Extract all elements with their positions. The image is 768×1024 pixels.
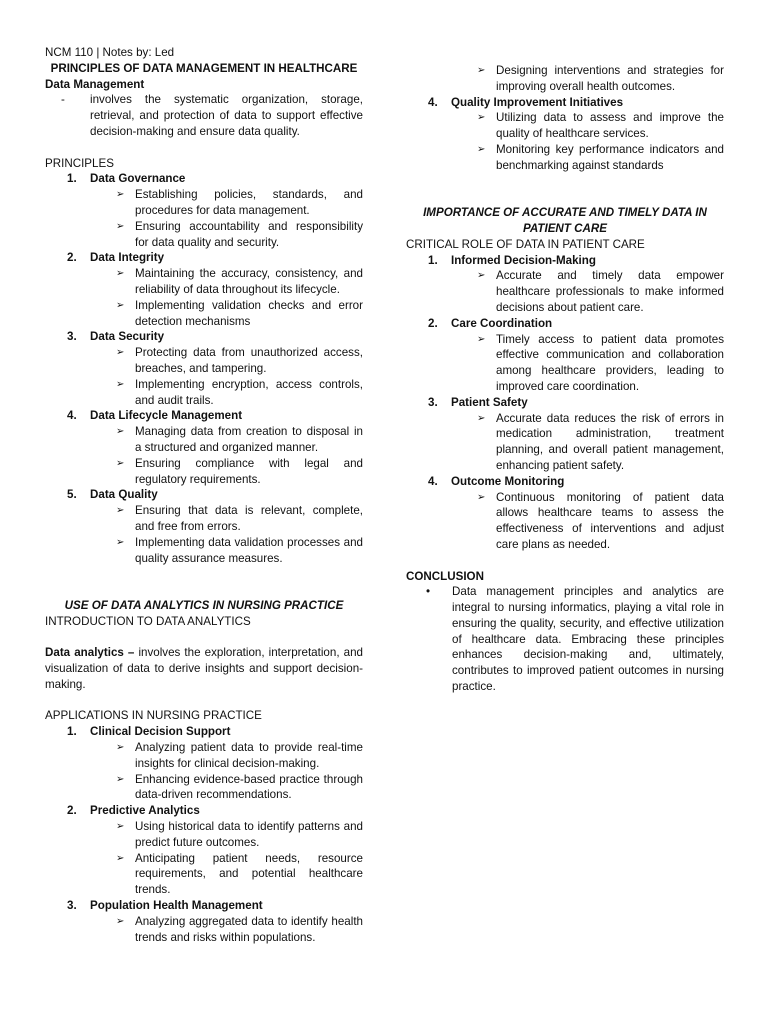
item-title: Care Coordination [451, 316, 553, 330]
bullet-item [116, 819, 363, 851]
arrow-bullet-icon: ➢ [116, 189, 125, 201]
bullet-item [477, 110, 724, 142]
data-analytics-term: Data analytics – [45, 646, 135, 660]
item-title: Data Governance [90, 172, 186, 186]
bullet-item [116, 772, 363, 804]
arrow-bullet-icon: ➢ [477, 333, 486, 345]
bullet-text: Analyzing patient data to provide real-time insights for clinical decision-making. [135, 741, 363, 770]
bullet-item [116, 219, 363, 251]
bullet-text: Anticipating patient needs, resource requirements, and potential healthcare trends. [135, 851, 363, 897]
bullet-text: Protecting data from unauthorized access, breaches, and tampering. [135, 346, 363, 375]
item-title: Data Integrity [90, 251, 165, 265]
item-number: 3. [67, 330, 77, 344]
bullet-item [477, 332, 724, 395]
bullet-text: Accurate data reduces the risk of errors in medication administration, treatment planning, and overall patient management, enhancing patient safety. [496, 411, 724, 472]
item-number: 4. [67, 409, 77, 423]
numbered-heading [428, 395, 724, 411]
bullet-text: Accurate and timely data empower healthcare professionals to make informed decisions about patient care. [496, 269, 724, 314]
numbered-heading [67, 250, 363, 266]
item-number: 2. [428, 316, 438, 330]
bullet-text: Implementing validation checks and error detection mechanisms [135, 298, 363, 328]
left-column [45, 45, 363, 945]
arrow-bullet-icon: ➢ [116, 773, 125, 785]
intro-label: INTRODUCTION TO DATA ANALYTICS [45, 614, 251, 628]
bullet-item [116, 503, 363, 535]
arrow-bullet-icon: ➢ [116, 852, 125, 864]
item-title: Outcome Monitoring [451, 474, 565, 488]
bullet-text: Using historical data to identify patterns and predict future outcomes. [135, 820, 363, 849]
bullet-item: ➢ Designing interventions and strategies for improving overall health outcomes. [477, 64, 724, 93]
bullet-text: Establishing policies, standards, and procedures for data management. [135, 188, 363, 217]
arrow-bullet-icon: ➢ [116, 505, 125, 517]
arrow-bullet-icon: ➢ [116, 220, 125, 232]
arrow-bullet-icon: ➢ [116, 536, 125, 548]
bullet-item [116, 535, 363, 567]
item-title: Predictive Analytics [90, 804, 200, 818]
main-title: PRINCIPLES OF DATA MANAGEMENT IN HEALTHCARE [50, 61, 358, 75]
bullet-item [477, 268, 724, 315]
numbered-heading [67, 408, 363, 424]
bullet-item [477, 142, 724, 174]
item-title: Data Lifecycle Management [90, 409, 243, 423]
data-analytics-definition: Data analytics – involves the exploration, interpretation, and visualization of data to derive insights and support decision-making. [45, 646, 363, 691]
bullet-item [116, 345, 363, 377]
bullet-item [477, 490, 724, 553]
item-number: 5. [67, 488, 77, 502]
arrow-bullet-icon: ➢ [116, 268, 125, 280]
arrow-bullet-icon: ➢ [477, 112, 486, 124]
quality-improvement-list [406, 95, 724, 174]
item-number: 2. [67, 251, 77, 265]
item-title: Clinical Decision Support [90, 725, 231, 739]
item-title: Data Quality [90, 488, 158, 502]
item-number: 3. [428, 395, 438, 409]
item-title: Population Health Management [90, 899, 263, 913]
item-title: Informed Decision-Making [451, 253, 596, 267]
importance-title: IMPORTANCE OF ACCURATE AND TIMELY DATA IN PATIENT CARE [423, 206, 707, 235]
bullet-item [116, 377, 363, 409]
arrow-bullet-icon: ➢ [477, 143, 486, 155]
arrow-bullet-icon: ➢ [116, 347, 125, 359]
roles-list [406, 253, 724, 553]
bullet-text: Maintaining the accuracy, consistency, and reliability of data throughout its lifecycle. [135, 267, 363, 296]
numbered-heading [428, 316, 724, 332]
item-number: 4. [428, 474, 438, 488]
bullet-item [116, 424, 363, 456]
bullet-item [116, 740, 363, 772]
arrow-bullet-icon: ➢ [477, 491, 486, 503]
bullet-text: Ensuring compliance with legal and regulatory requirements. [135, 456, 363, 486]
data-management-heading: Data Management [45, 77, 145, 91]
arrow-bullet-icon: ➢ [116, 299, 125, 311]
item-number: 1. [67, 725, 77, 739]
numbered-heading [428, 474, 724, 490]
bullet-item [116, 456, 363, 488]
bullet-item [116, 851, 363, 898]
arrow-bullet-icon: ➢ [116, 821, 125, 833]
bullet-text: Utilizing data to assess and improve the quality of healthcare services. [496, 111, 724, 141]
principles-list [45, 171, 363, 566]
bullet-text: Timely access to patient data promotes effective communication and collaboration among healthcare providers, leading to improved care coordination. [496, 332, 724, 393]
arrow-bullet-icon: ➢ [116, 378, 125, 390]
bullet-text: Continuous monitoring of patient data allows healthcare teams to assess the effectiveness of interventions and adjust care plans as needed. [496, 490, 724, 551]
applications-label: APPLICATIONS IN NURSING PRACTICE [45, 709, 262, 723]
bullet-item [116, 914, 363, 946]
item-number: 2. [67, 804, 77, 818]
numbered-heading [67, 724, 363, 740]
critical-role-label: CRITICAL ROLE OF DATA IN PATIENT CARE [406, 237, 645, 251]
arrow-bullet-icon: ➢ [477, 270, 486, 282]
conclusion-label: CONCLUSION [406, 569, 484, 583]
bullet-text: Analyzing aggregated data to identify health trends and risks within populations. [135, 914, 363, 944]
arrow-bullet-icon: ➢ [477, 65, 486, 76]
arrow-bullet-icon: ➢ [477, 412, 486, 424]
item-title: Quality Improvement Initiatives [451, 95, 624, 109]
numbered-heading [67, 329, 363, 345]
arrow-bullet-icon: ➢ [116, 742, 125, 754]
numbered-heading [67, 803, 363, 819]
item-title: Patient Safety [451, 395, 528, 409]
item-title: Data Security [90, 330, 165, 344]
numbered-heading [67, 171, 363, 187]
numbered-heading [428, 253, 724, 269]
arrow-bullet-icon: ➢ [116, 457, 125, 469]
bullet-text: Enhancing evidence-based practice through data-driven recommendations. [135, 772, 363, 802]
bullet-item [116, 187, 363, 219]
applications-list [45, 724, 363, 945]
bullet-text: Ensuring accountability and responsibility for data quality and security. [135, 219, 363, 249]
bullet-text: Implementing data validation processes and quality assurance measures. [135, 535, 363, 565]
bullet-item [116, 266, 363, 298]
right-column [406, 63, 724, 695]
bullet-text: Monitoring key performance indicators and benchmarking against standards [496, 142, 724, 172]
numbered-heading [67, 898, 363, 914]
item-number: 1. [67, 172, 77, 186]
item-number: 4. [428, 95, 438, 109]
bullet-text: Implementing encryption, access controls, and audit trails. [135, 377, 363, 407]
bullet-dot-icon: • [426, 585, 431, 599]
item-number: 1. [428, 253, 438, 267]
page-header: NCM 110 | Notes by: Led [45, 46, 175, 59]
arrow-bullet-icon: ➢ [116, 426, 125, 438]
numbered-heading [67, 487, 363, 503]
analytics-title: USE OF DATA ANALYTICS IN NURSING PRACTICE [64, 598, 344, 612]
bullet-text: Ensuring that data is relevant, complete, and free from errors. [135, 504, 363, 533]
bullet-item [116, 298, 363, 330]
numbered-heading [428, 95, 724, 111]
conclusion-item: • Data management principles and analytics are integral to nursing informatics, playing a vital role in ensuring the quality, security, and effective utilization of healthcare data. Embracing these principles enhances decision-making and, ultimately, contributes to improved patient outcomes in nursing practice. [426, 585, 724, 694]
arrow-bullet-icon: ➢ [116, 915, 125, 927]
principles-label: PRINCIPLES [45, 156, 114, 170]
bullet-item [477, 411, 724, 474]
data-management-definition: - involves the systematic organization, storage, retrieval, and protection of data to support effective decision-making and ensure data quality. [61, 93, 363, 138]
dash-marker: - [61, 93, 65, 107]
item-number: 3. [67, 899, 77, 913]
bullet-text: Managing data from creation to disposal in a structured and organized manner. [135, 425, 363, 454]
